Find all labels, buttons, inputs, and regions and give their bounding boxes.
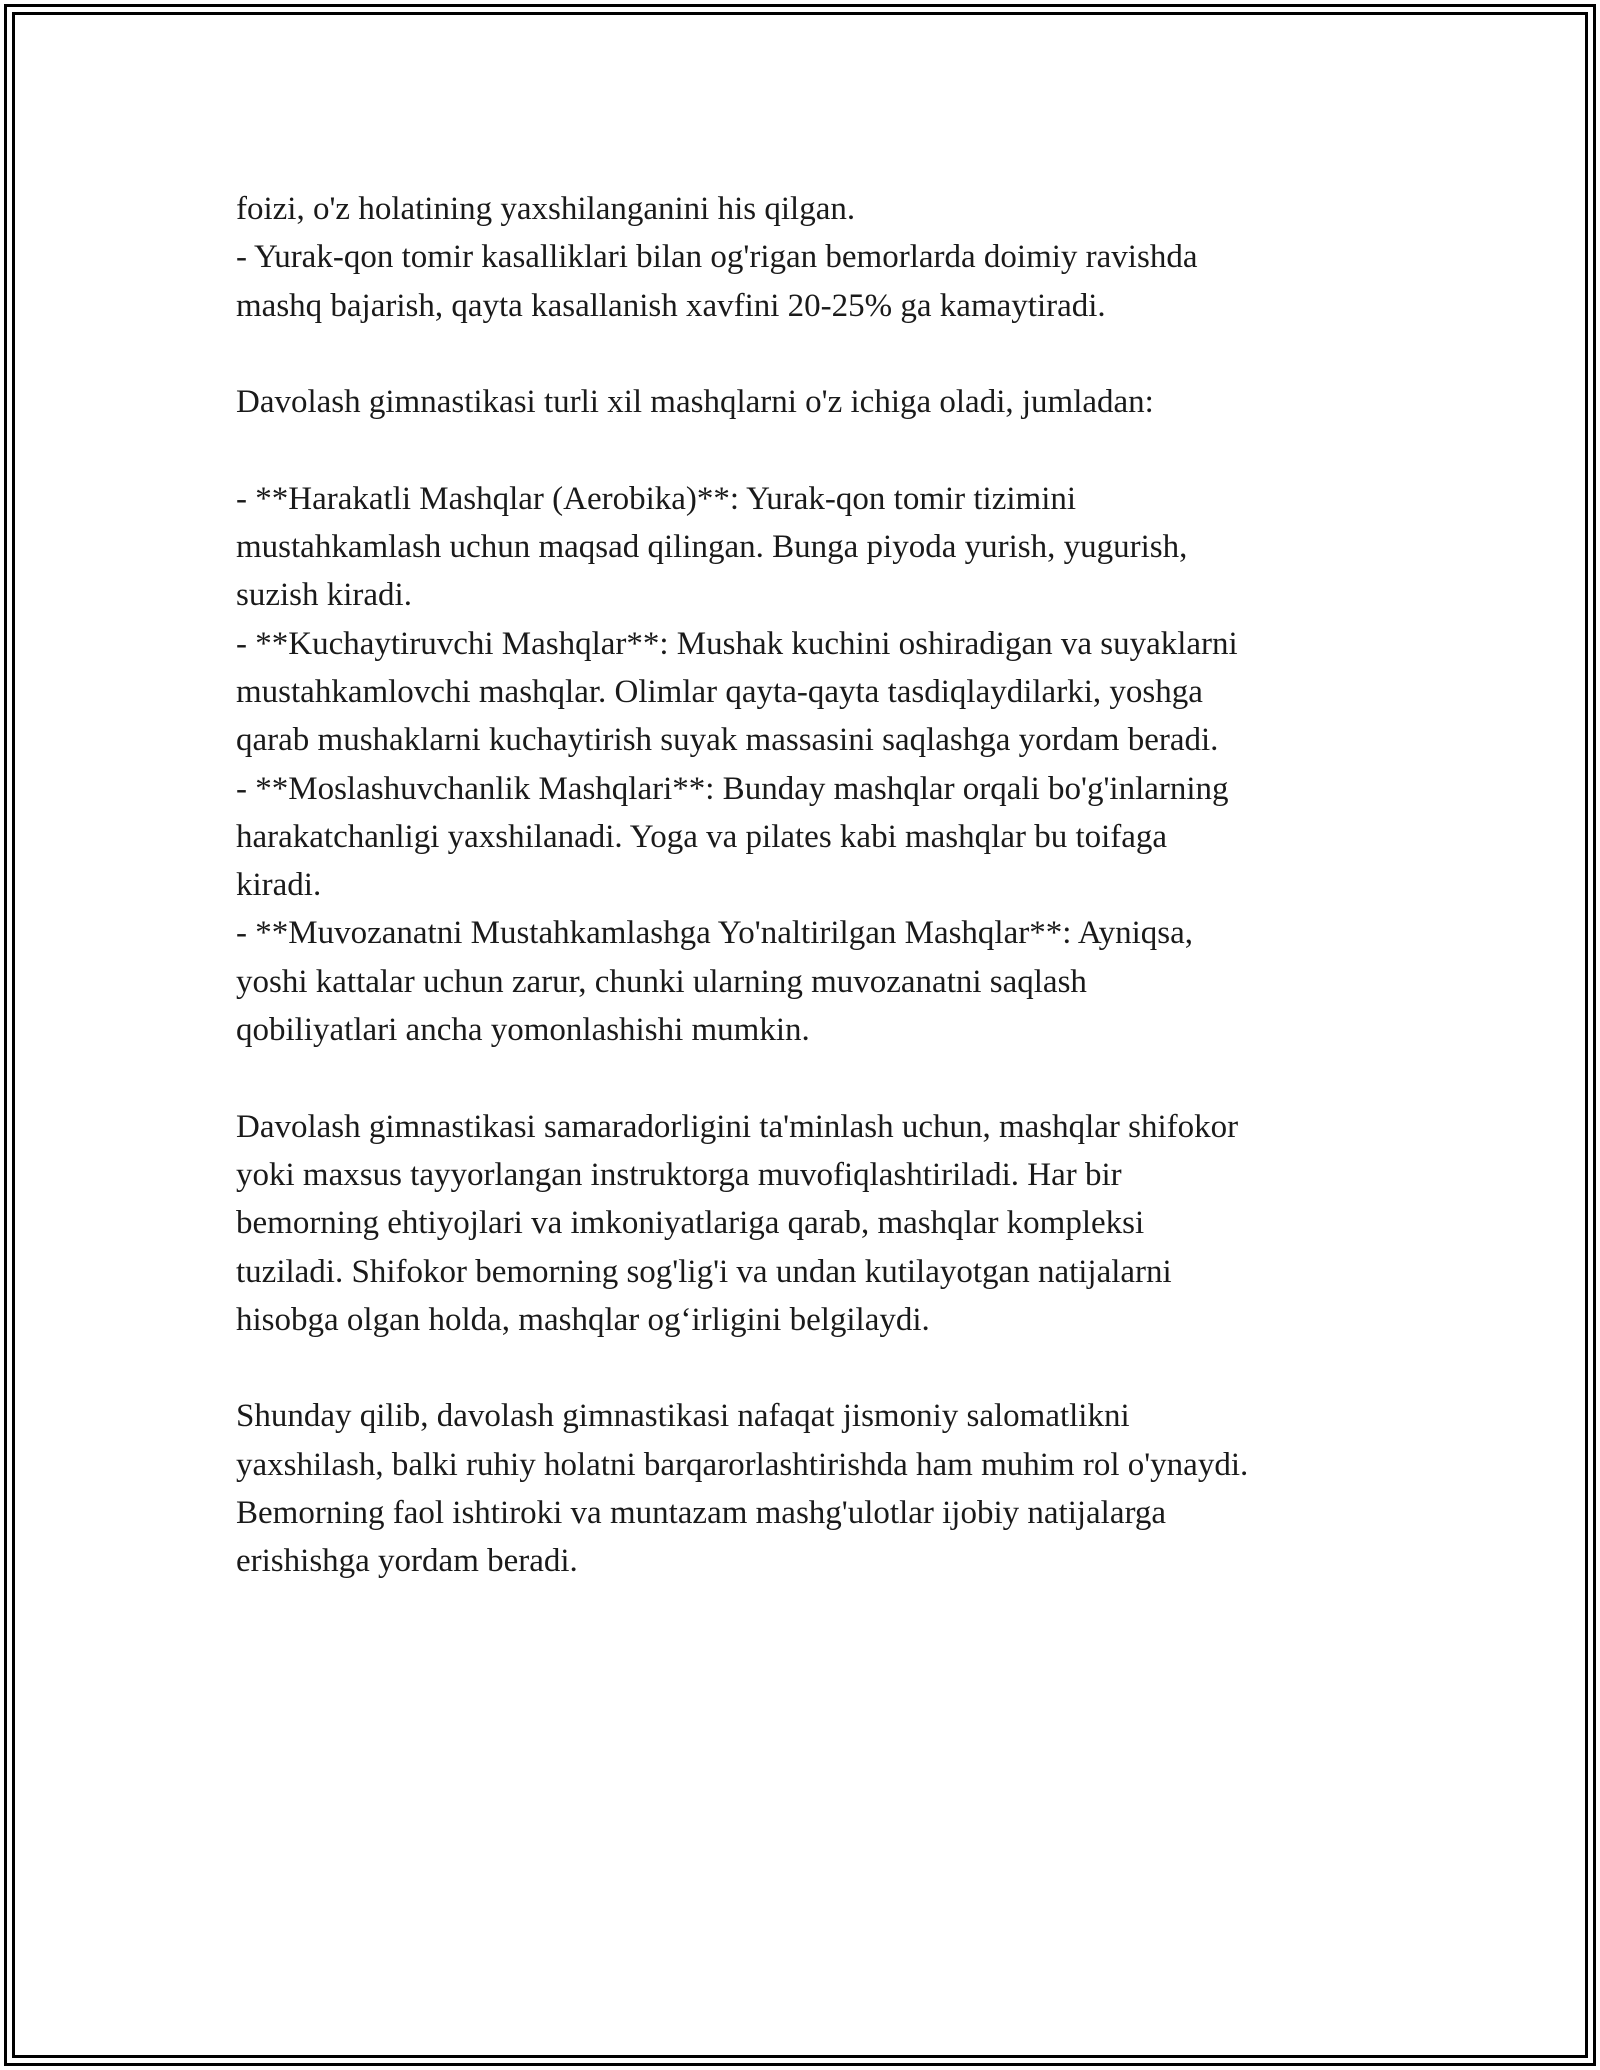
list-item-line: - **Kuchaytiruvchi Mashqlar**: Mushak kuchini oshiradigan va suyaklarni xyxy=(236,625,1238,662)
paragraph-gap xyxy=(236,1054,1416,1102)
list-item-line: - **Moslashuvchanlik Mashqlari**: Bunday mashqlar orqali bo'g'inlarning xyxy=(236,770,1229,807)
text-line: Davolash gimnastikasi samaradorligini ta'minlash uchun, mashqlar shifokor xyxy=(236,1108,1239,1145)
list-item-line: suzish kiradi. xyxy=(236,577,412,614)
paragraph-gap xyxy=(236,1344,1416,1392)
text-line: foizi, o'z holatining yaxshilanganini his qilgan. xyxy=(236,191,856,227)
paragraph-conclusion xyxy=(236,1392,1416,1585)
paragraph-gap xyxy=(236,426,1416,474)
exercise-list xyxy=(236,475,1416,1055)
text-line: erishishga yordam beradi. xyxy=(236,1543,578,1580)
list-item-line: - **Harakatli Mashqlar (Aerobika)**: Yurak-qon tomir tizimini xyxy=(236,480,1077,517)
list-item-line: qarab mushaklarni kuchaytirish suyak massasini saqlashga yordam beradi. xyxy=(236,722,1219,759)
text-line: Shunday qilib, davolash gimnastikasi nafaqat jismoniy salomatlikni xyxy=(236,1398,1130,1435)
paragraph-effectiveness xyxy=(236,1103,1416,1344)
text-line: Davolash gimnastikasi turli xil mashqlarni o'z ichiga oladi, jumladan: xyxy=(236,384,1154,421)
list-item-line: - **Muvozanatni Mustahkamlashga Yo'naltirilgan Mashqlar**: Ayniqsa, xyxy=(236,915,1194,952)
text-line: yoki maxsus tayyorlangan instruktorga muvofiqlashtiriladi. Har bir xyxy=(236,1156,1122,1193)
text-line: hisobga olgan holda, mashqlar og‘irligini belgilaydi. xyxy=(236,1301,930,1338)
list-item-line: qobiliyatlari ancha yomonlashishi mumkin. xyxy=(236,1012,810,1049)
text-line: mashq bajarish, qayta kasallanish xavfini 20-25% ga kamaytiradi. xyxy=(236,287,1106,324)
paragraph-statistics xyxy=(236,185,1416,330)
text-line: yaxshilash, balki ruhiy holatni barqarorlashtirishda ham muhim rol o'ynaydi. xyxy=(236,1446,1249,1483)
text-line: bemorning ehtiyojlari va imkoniyatlariga qarab, mashqlar kompleksi xyxy=(236,1205,1145,1242)
text-line: Bemorning faol ishtiroki va muntazam mashg'ulotlar ijobiy natijalarga xyxy=(236,1495,1167,1532)
list-item-line: kiradi. xyxy=(236,867,322,904)
document-body xyxy=(236,185,1416,1586)
list-item-line: mustahkamlash uchun maqsad qilingan. Bunga piyoda yurish, yugurish, xyxy=(236,529,1188,566)
list-item-line: mustahkamlovchi mashqlar. Olimlar qayta-qayta tasdiqlaydilarki, yoshga xyxy=(236,673,1203,710)
text-line: - Yurak-qon tomir kasalliklari bilan og'rigan bemorlarda doimiy ravishda xyxy=(236,239,1198,276)
paragraph-gap xyxy=(236,330,1416,378)
text-line: tuziladi. Shifokor bemorning sog'lig'i va undan kutilayotgan natijalarni xyxy=(236,1253,1172,1290)
list-item-line: yoshi kattalar uchun zarur, chunki ularning muvozanatni saqlash xyxy=(236,963,1087,1000)
list-item-line: harakatchanligi yaxshilanadi. Yoga va pilates kabi mashqlar bu toifaga xyxy=(236,818,1168,855)
paragraph-intro xyxy=(236,378,1416,426)
